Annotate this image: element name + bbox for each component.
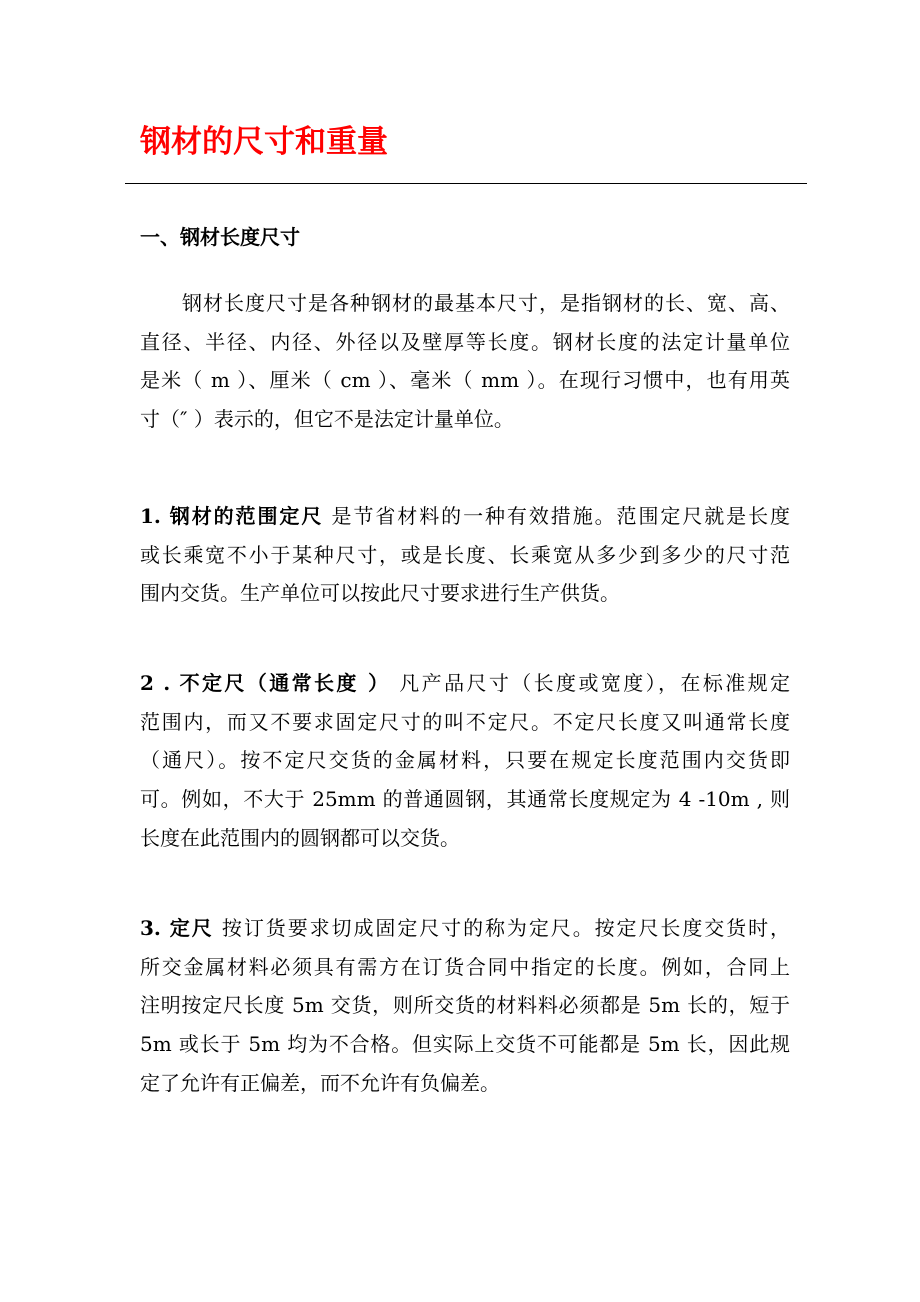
paragraph-line: 范围内，而又不要求固定尺寸的叫不定尺。不定尺长度又叫通常长度 xyxy=(140,710,790,734)
item-term: 定尺 xyxy=(169,916,214,940)
item-text: 凡产品尺寸（长度或宽度），在标准规定 xyxy=(390,671,791,695)
paragraph-line: 直径、半径、内径、外径以及壁厚等长度。钢材长度的法定计量单位 xyxy=(140,330,790,354)
item-term: 钢材的范围定尺 xyxy=(169,504,324,528)
item-number: 2 . xyxy=(140,671,180,695)
title-divider xyxy=(125,183,807,184)
paragraph-line: （通尺）。按不定尺交货的金属材料，只要在规定长度范围内交货即 xyxy=(140,748,790,772)
item-number: 1. xyxy=(140,504,170,528)
paragraph-line xyxy=(140,504,790,528)
paragraph-line: 定了允许有正偏差，而不允许有负偏差。 xyxy=(140,1071,500,1095)
paragraph-line: 所交金属材料必须具有需方在订货合同中指定的长度。例如，合同上 xyxy=(140,955,790,979)
paragraph-line xyxy=(140,916,790,940)
paragraph-line: 注明按定尺长度 5m 交货，则所交货的材料料必须都是 5m 长的，短于 xyxy=(140,993,790,1017)
paragraph-line: 钢材长度尺寸是各种钢材的最基本尺寸，是指钢材的长、宽、高、 xyxy=(182,291,790,315)
document-title: 钢材的尺寸和重量 xyxy=(140,124,388,160)
paragraph-line: 是米（ m ）、厘米（ cm ）、毫米（ mm ）。在现行习惯中，也有用英 xyxy=(140,368,790,392)
paragraph-line: 可。例如，不大于 25mm 的普通圆钢，其通常长度规定为 4 -10m , 则 xyxy=(140,787,790,811)
item-number: 3. xyxy=(140,916,170,940)
item-text: 是节省材料的一种有效措施。范围定尺就是长度 xyxy=(323,504,791,528)
item-term: 不定尺（通常长度 ） xyxy=(179,671,391,695)
paragraph-line: 长度在此范围内的圆钢都可以交货。 xyxy=(140,826,460,850)
paragraph-line xyxy=(140,671,790,695)
paragraph-line: 围内交货。生产单位可以按此尺寸要求进行生产供货。 xyxy=(140,581,620,605)
paragraph-line: 寸（″ ）表示的，但它不是法定计量单位。 xyxy=(140,407,514,431)
paragraph-line: 或长乘宽不小于某种尺寸，或是长度、长乘宽从多少到多少的尺寸范 xyxy=(140,543,790,567)
section-heading: 一、钢材长度尺寸 xyxy=(140,225,300,249)
paragraph-line: 5m 或长于 5m 均为不合格。但实际上交货不可能都是 5m 长，因此规 xyxy=(140,1032,790,1056)
item-text: 按订货要求切成固定尺寸的称为定尺。按定尺长度交货时， xyxy=(213,916,791,940)
